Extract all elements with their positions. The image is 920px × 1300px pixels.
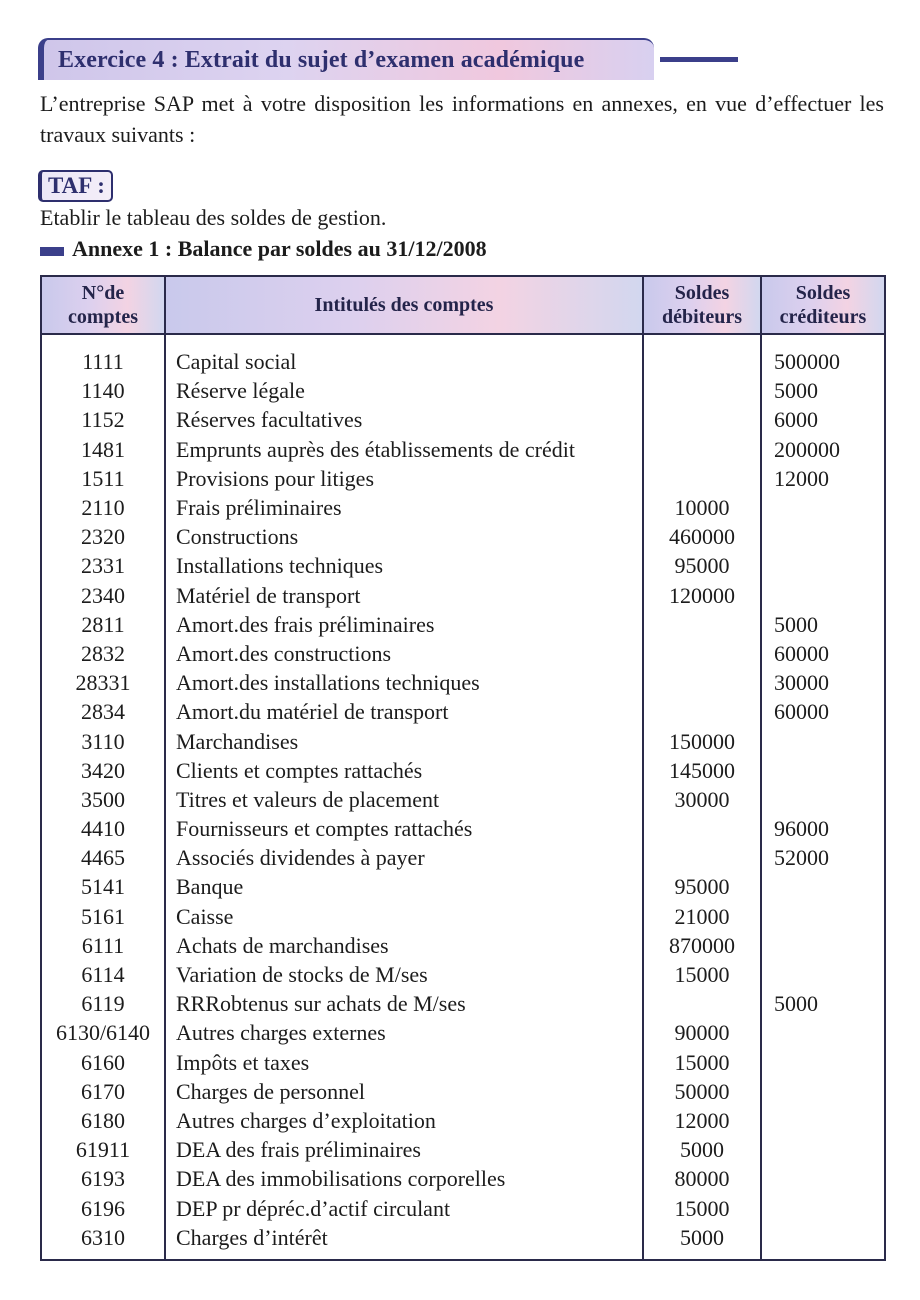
- annex-heading: [40, 236, 487, 262]
- taf-label: TAF :: [38, 170, 113, 202]
- credit-cell: 60000: [761, 697, 885, 726]
- debit-cell: 145000: [643, 756, 761, 785]
- credit-cell: [761, 1223, 885, 1260]
- balance-table-wrapper: [40, 275, 884, 1265]
- credit-cell: 12000: [761, 464, 885, 493]
- account-number-cell: 5161: [41, 902, 165, 931]
- table-row: [41, 1164, 885, 1193]
- debit-cell: 15000: [643, 960, 761, 989]
- account-number-cell: 6114: [41, 960, 165, 989]
- credit-cell: [761, 902, 885, 931]
- debit-cell: [643, 697, 761, 726]
- account-number-cell: 1481: [41, 435, 165, 464]
- debit-cell: [643, 464, 761, 493]
- debit-cell: [643, 668, 761, 697]
- account-label-cell: Amort.des installations techniques: [165, 668, 643, 697]
- credit-cell: 60000: [761, 639, 885, 668]
- intro-paragraph: L’entreprise SAP met à votre disposition les informations en annexes, en vue d’effectuer les travaux suivants :: [40, 91, 884, 147]
- header-decorative-line: [660, 57, 738, 62]
- debit-cell: 460000: [643, 522, 761, 551]
- credit-cell: [761, 581, 885, 610]
- table-row: [41, 668, 885, 697]
- table-row: [41, 435, 885, 464]
- header-account-label: Intitulés des comptes: [165, 276, 643, 334]
- exercise-header-badge: [38, 38, 654, 80]
- credit-cell: [761, 785, 885, 814]
- table-row: [41, 931, 885, 960]
- debit-cell: 870000: [643, 931, 761, 960]
- account-label-cell: DEA des immobilisations corporelles: [165, 1164, 643, 1193]
- credit-cell: [761, 872, 885, 901]
- account-label-cell: Autres charges d’exploitation: [165, 1106, 643, 1135]
- account-label-cell: Marchandises: [165, 726, 643, 755]
- table-row: [41, 376, 885, 405]
- account-label-cell: Caisse: [165, 902, 643, 931]
- credit-cell: 5000: [761, 376, 885, 405]
- credit-cell: 5000: [761, 989, 885, 1018]
- balance-table: [40, 275, 886, 1261]
- account-label-cell: Installations techniques: [165, 551, 643, 580]
- debit-cell: 120000: [643, 581, 761, 610]
- account-number-cell: 2811: [41, 610, 165, 639]
- table-row: [41, 581, 885, 610]
- credit-cell: 5000: [761, 610, 885, 639]
- account-label-cell: DEP pr dépréc.d’actif circulant: [165, 1193, 643, 1222]
- account-number-cell: 1140: [41, 376, 165, 405]
- credit-cell: [761, 1077, 885, 1106]
- debit-cell: [643, 989, 761, 1018]
- credit-cell: 52000: [761, 843, 885, 872]
- exercise-title: Exercice 4 : Extrait du sujet d’examen académique: [58, 46, 585, 73]
- account-label-cell: Réserves facultatives: [165, 405, 643, 434]
- account-number-cell: 3110: [41, 726, 165, 755]
- debit-cell: [643, 610, 761, 639]
- table-row: [41, 639, 885, 668]
- account-number-cell: 4410: [41, 814, 165, 843]
- debit-cell: 50000: [643, 1077, 761, 1106]
- account-number-cell: 1152: [41, 405, 165, 434]
- debit-cell: 21000: [643, 902, 761, 931]
- header-account-number: [41, 276, 165, 334]
- account-number-cell: 6130/6140: [41, 1018, 165, 1047]
- table-row: [41, 785, 885, 814]
- credit-cell: 500000: [761, 347, 885, 376]
- account-label-cell: Variation de stocks de M/ses: [165, 960, 643, 989]
- debit-cell: 5000: [643, 1135, 761, 1164]
- debit-cell: 12000: [643, 1106, 761, 1135]
- account-label-cell: Achats de marchandises: [165, 931, 643, 960]
- account-label-cell: Associés dividendes à payer: [165, 843, 643, 872]
- debit-cell: [643, 814, 761, 843]
- header-account-number-line1: N°de: [81, 282, 125, 304]
- header-credit: [761, 276, 885, 334]
- debit-cell: 95000: [643, 872, 761, 901]
- account-number-cell: 4465: [41, 843, 165, 872]
- table-row: [41, 960, 885, 989]
- table-row: [41, 1048, 885, 1077]
- account-label-cell: Banque: [165, 872, 643, 901]
- header-account-number-line2: comptes: [68, 306, 138, 328]
- account-label-cell: Emprunts auprès des établissements de crédit: [165, 435, 643, 464]
- account-label-cell: Clients et comptes rattachés: [165, 756, 643, 785]
- account-number-cell: 2832: [41, 639, 165, 668]
- account-number-cell: 3500: [41, 785, 165, 814]
- account-number-cell: 2110: [41, 493, 165, 522]
- account-number-cell: 3420: [41, 756, 165, 785]
- account-label-cell: Titres et valeurs de placement: [165, 785, 643, 814]
- account-label-cell: Frais préliminaires: [165, 493, 643, 522]
- credit-cell: [761, 756, 885, 785]
- debit-cell: [643, 435, 761, 464]
- table-row: [41, 1106, 885, 1135]
- credit-cell: [761, 1018, 885, 1047]
- debit-cell: 95000: [643, 551, 761, 580]
- account-label-cell: Constructions: [165, 522, 643, 551]
- account-number-cell: 1111: [41, 347, 165, 376]
- table-row: [41, 493, 885, 522]
- table-row: [41, 1135, 885, 1164]
- credit-cell: 6000: [761, 405, 885, 434]
- credit-cell: [761, 931, 885, 960]
- credit-cell: [761, 1048, 885, 1077]
- credit-cell: [761, 960, 885, 989]
- table-row: [41, 610, 885, 639]
- debit-cell: 30000: [643, 785, 761, 814]
- account-label-cell: Charges d’intérêt: [165, 1223, 643, 1260]
- annex-bullet-icon: [40, 247, 64, 256]
- header-credit-line1: Soldes: [795, 282, 851, 304]
- account-label-cell: Réserve légale: [165, 376, 643, 405]
- account-label-cell: Amort.des constructions: [165, 639, 643, 668]
- debit-cell: 150000: [643, 726, 761, 755]
- table-row: [41, 1223, 885, 1260]
- table-row: [41, 464, 885, 493]
- credit-cell: 30000: [761, 668, 885, 697]
- account-number-cell: 2834: [41, 697, 165, 726]
- table-row: [41, 843, 885, 872]
- task-text: Etablir le tableau des soldes de gestion.: [40, 205, 387, 230]
- account-number-cell: 2320: [41, 522, 165, 551]
- debit-cell: 5000: [643, 1223, 761, 1260]
- table-row: [41, 697, 885, 726]
- account-number-cell: 6196: [41, 1193, 165, 1222]
- table-row: [41, 902, 885, 931]
- account-label-cell: Autres charges externes: [165, 1018, 643, 1047]
- debit-cell: 80000: [643, 1164, 761, 1193]
- account-number-cell: 28331: [41, 668, 165, 697]
- table-row: [41, 405, 885, 434]
- debit-cell: [643, 376, 761, 405]
- account-number-cell: 6180: [41, 1106, 165, 1135]
- account-number-cell: 6160: [41, 1048, 165, 1077]
- account-label-cell: RRRobtenus sur achats de M/ses: [165, 989, 643, 1018]
- credit-cell: [761, 522, 885, 551]
- debit-cell: 10000: [643, 493, 761, 522]
- header-debit-line2: débiteurs: [662, 306, 742, 328]
- account-number-cell: 2340: [41, 581, 165, 610]
- table-row: [41, 989, 885, 1018]
- header-credit-line2: créditeurs: [779, 306, 867, 328]
- debit-cell: [643, 347, 761, 376]
- account-label-cell: Impôts et taxes: [165, 1048, 643, 1077]
- table-row: [41, 726, 885, 755]
- table-row: [41, 522, 885, 551]
- credit-cell: [761, 1106, 885, 1135]
- table-row: [41, 1193, 885, 1222]
- account-number-cell: 5141: [41, 872, 165, 901]
- account-label-cell: Matériel de transport: [165, 581, 643, 610]
- table-row: [41, 1077, 885, 1106]
- account-number-cell: 6170: [41, 1077, 165, 1106]
- credit-cell: [761, 1193, 885, 1222]
- credit-cell: 96000: [761, 814, 885, 843]
- account-label-cell: Charges de personnel: [165, 1077, 643, 1106]
- exercise-header: [38, 38, 708, 84]
- debit-cell: [643, 639, 761, 668]
- account-number-cell: 6119: [41, 989, 165, 1018]
- account-number-cell: 6193: [41, 1164, 165, 1193]
- account-number-cell: 6310: [41, 1223, 165, 1260]
- debit-cell: 90000: [643, 1018, 761, 1047]
- table-spacer-row: [41, 334, 885, 347]
- table-row: [41, 1018, 885, 1047]
- account-label-cell: Fournisseurs et comptes rattachés: [165, 814, 643, 843]
- account-label-cell: Provisions pour litiges: [165, 464, 643, 493]
- table-row: [41, 814, 885, 843]
- table-row: [41, 347, 885, 376]
- account-label-cell: DEA des frais préliminaires: [165, 1135, 643, 1164]
- annex-title: Annexe 1 : Balance par soldes au 31/12/2008: [72, 236, 487, 261]
- credit-cell: [761, 493, 885, 522]
- account-number-cell: 1511: [41, 464, 165, 493]
- credit-cell: [761, 1135, 885, 1164]
- table-row: [41, 872, 885, 901]
- account-label-cell: Amort.des frais préliminaires: [165, 610, 643, 639]
- debit-cell: 15000: [643, 1048, 761, 1077]
- credit-cell: 200000: [761, 435, 885, 464]
- credit-cell: [761, 551, 885, 580]
- header-debit-line1: Soldes: [674, 282, 730, 304]
- table-body: [41, 334, 885, 1260]
- debit-cell: 15000: [643, 1193, 761, 1222]
- account-number-cell: 61911: [41, 1135, 165, 1164]
- credit-cell: [761, 1164, 885, 1193]
- debit-cell: [643, 843, 761, 872]
- table-header-row: [41, 276, 885, 334]
- table-row: [41, 551, 885, 580]
- account-number-cell: 6111: [41, 931, 165, 960]
- debit-cell: [643, 405, 761, 434]
- account-label-cell: Capital social: [165, 347, 643, 376]
- account-label-cell: Amort.du matériel de transport: [165, 697, 643, 726]
- account-number-cell: 2331: [41, 551, 165, 580]
- credit-cell: [761, 726, 885, 755]
- table-row: [41, 756, 885, 785]
- header-debit: [643, 276, 761, 334]
